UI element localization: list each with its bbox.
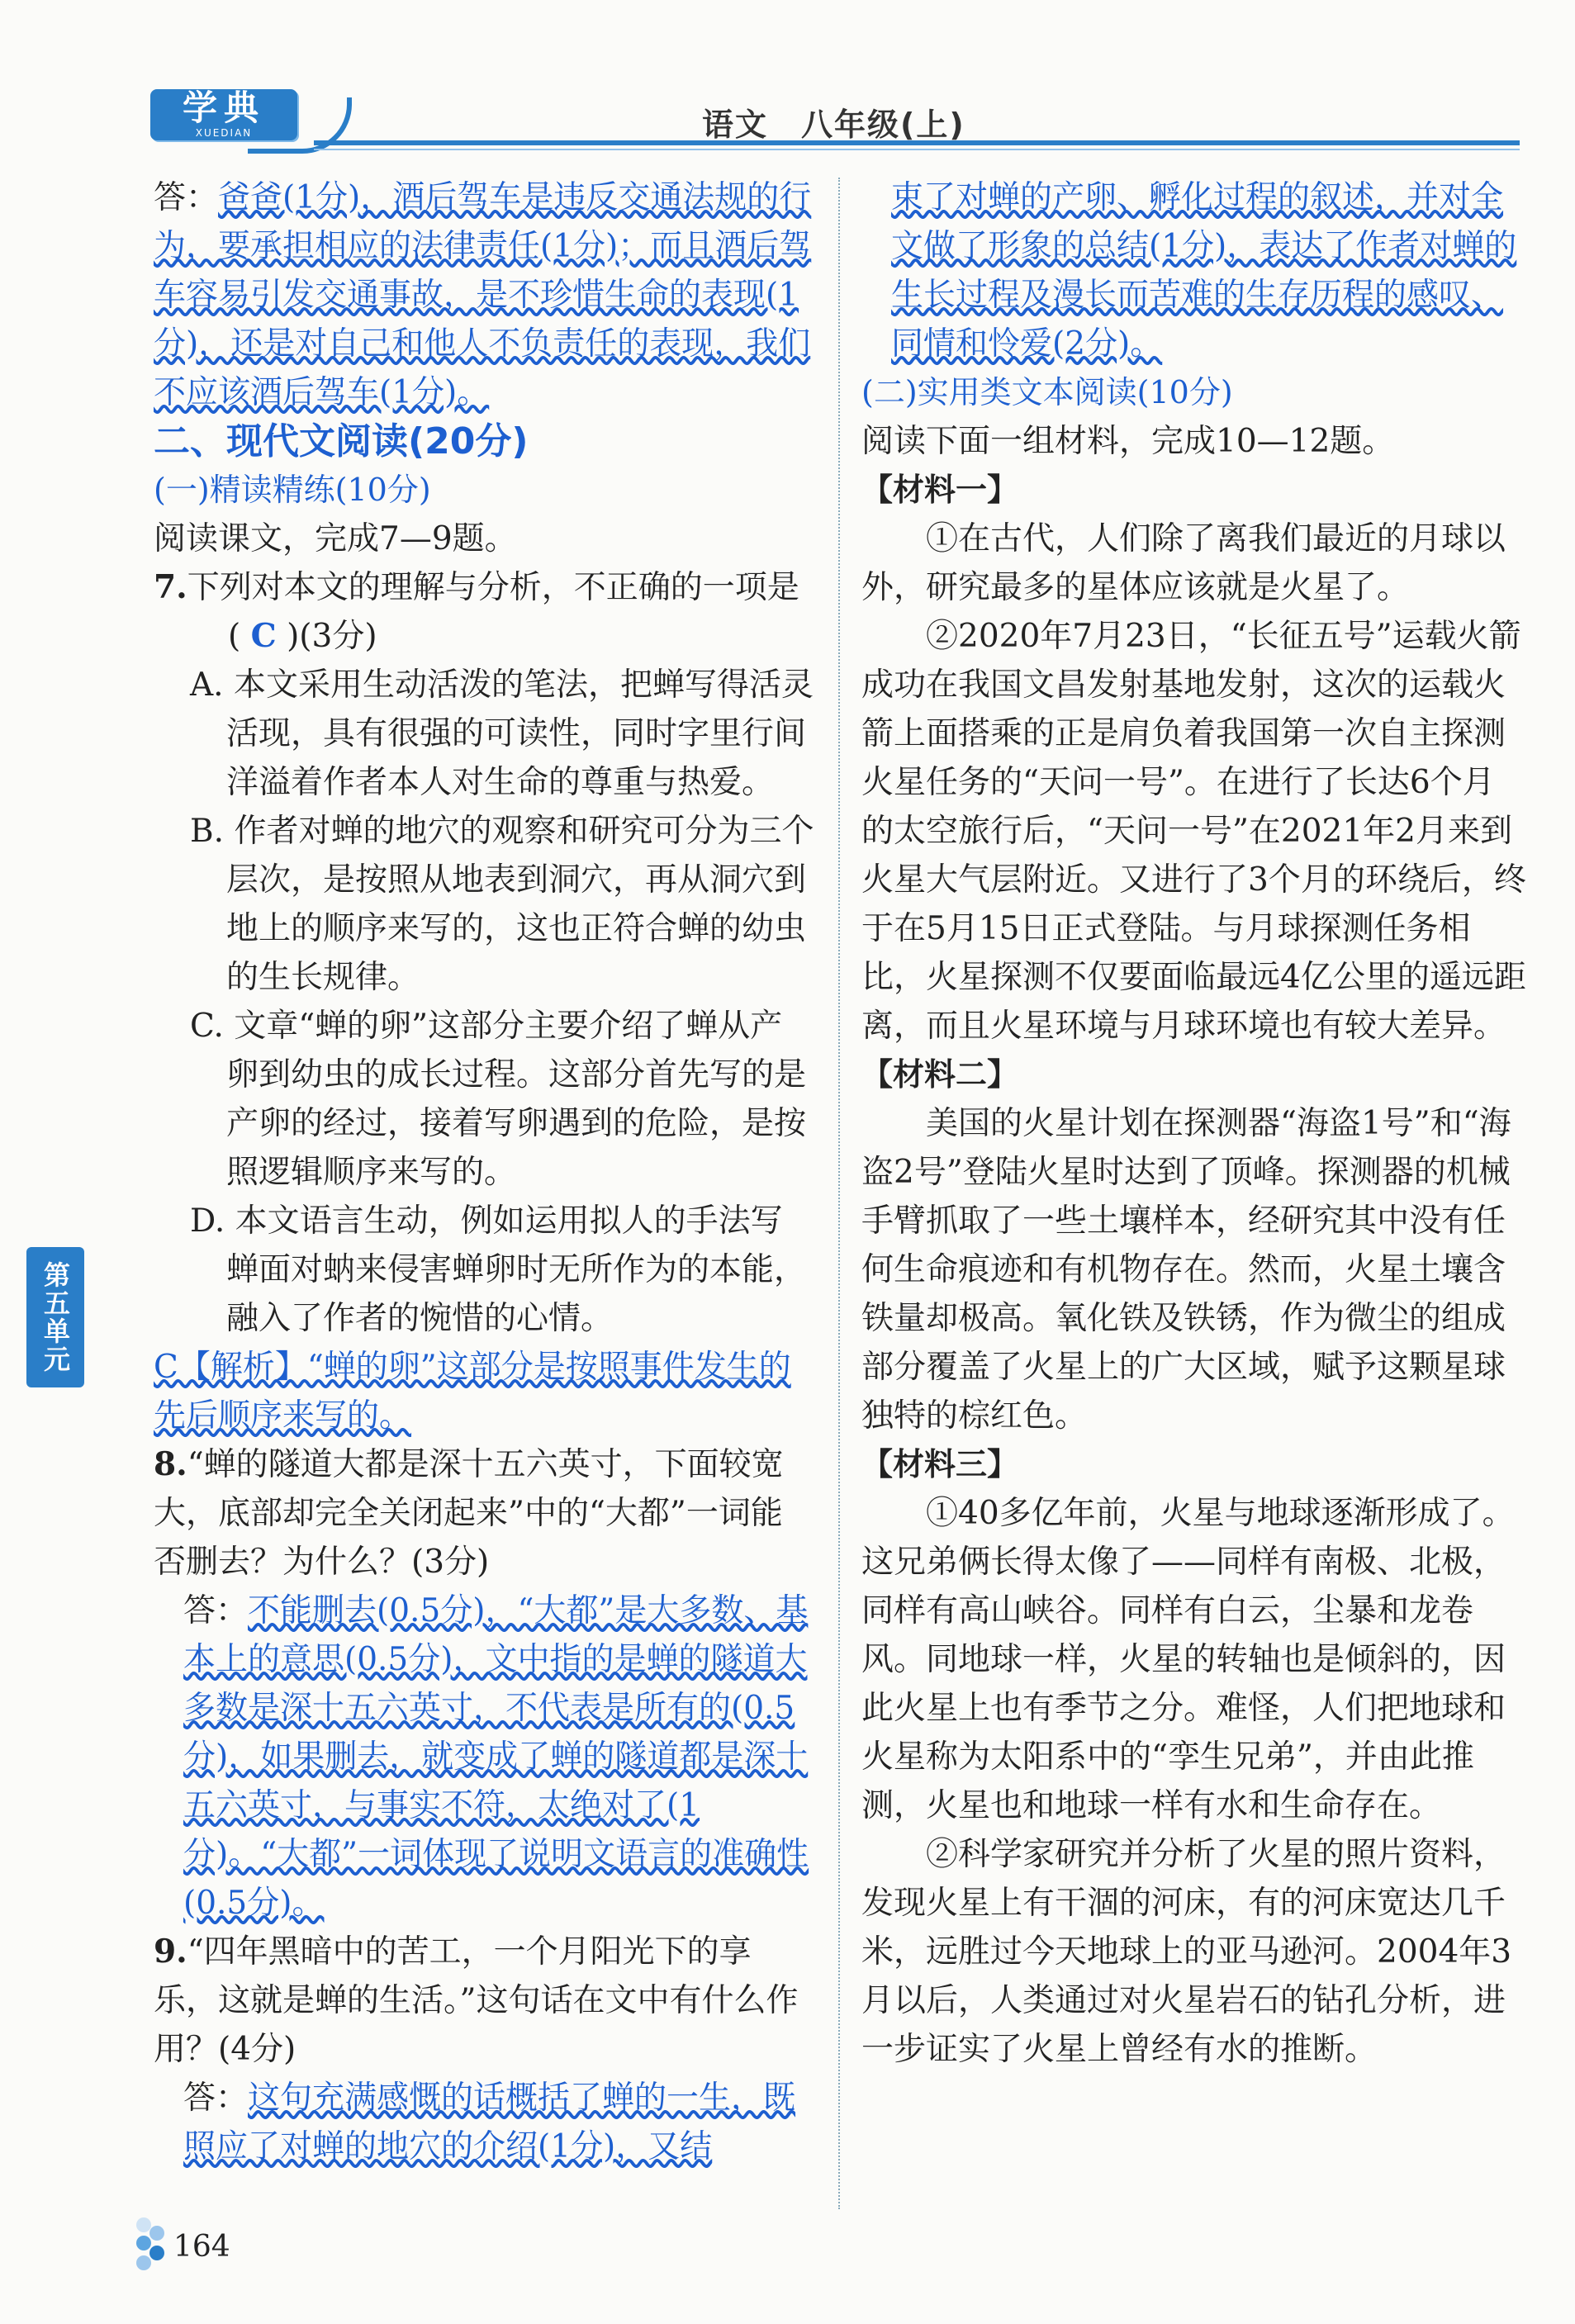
- left-column: [154, 173, 814, 2171]
- answer-paren: (: [228, 618, 241, 655]
- answer-9-body: 这句充满感慨的话概括了蝉的一生，既照应了对蝉的地穴的介绍(1分)，又结: [183, 2080, 796, 2165]
- subsection-heading: (一)精读精练(10分): [154, 472, 431, 508]
- analysis-7: [154, 1343, 814, 1440]
- unit-side-tab: 第五单元: [26, 1247, 84, 1387]
- logo-text: 学典: [182, 88, 265, 128]
- question-8: [154, 1440, 814, 1586]
- answer-9: [154, 2074, 814, 2171]
- option-d: D. 本文语言生动，例如运用拟人的手法写蝉面对蚋来侵害蝉卵时无所作为的本能，融入了作者的惋惜的心情。: [190, 1202, 807, 1337]
- header-title: 语文 八年级(上): [702, 107, 965, 143]
- question-text: 下列对本文的理解与分析，不正确的一项是: [187, 569, 799, 606]
- material-3-label: 【材料三】: [861, 1446, 1019, 1482]
- logo-subtext: XUEDIAN: [195, 127, 253, 139]
- answer-6-body: 爸爸(1分)，酒后驾车是违反交通法规的行为，要承担相应的法律责任(1分)；而且酒后驾车容易引发交通事故，是不珍惜生命的表现(1分)，还是对自己和他人不负责任的表现，我们不应该酒后驾车(1分)。: [154, 179, 812, 411]
- option-a: A. 本文采用生动活泼的笔法，把蝉写得活灵活现，具有很强的可读性，同时字里行间洋溢着作者本人对生命的尊重与热爱。: [190, 666, 814, 801]
- answer-paren-score: )(3分): [287, 618, 377, 655]
- answer-prefix: 答：: [183, 2080, 249, 2117]
- answer-prefix: 答：: [183, 1592, 249, 1629]
- question-number: 9.: [154, 1933, 187, 1971]
- answer-9-continued: [861, 173, 1526, 368]
- material-1-paragraph-2: ②2020年7月23日，“长征五号”运载火箭成功在我国文昌发射基地发射，这次的运载火箭上面搭乘的正是肩负着我国第一次自主探测火星任务的“天问一号”。在进行了长达6个月的太空旅行后，“天问一号”在2021年2月来到火星大气层附近。又进行了3个月的环绕后，终于在5月15日正式登陆。与月球探测任务相比，火星探测不仅要面临最远4亿公里的遥远距离，而且火星环境与月球环境也有较大差异。: [861, 618, 1526, 1045]
- page-header: [0, 0, 1575, 165]
- page-number: 164: [173, 2230, 230, 2264]
- material-1-label: 【材料一】: [861, 472, 1019, 508]
- header-rule-thin: [314, 149, 1520, 150]
- answer-8: [154, 1586, 814, 1928]
- right-column: [861, 173, 1526, 2074]
- question-number: 7.: [154, 568, 187, 606]
- question-number: 8.: [154, 1445, 187, 1483]
- instruction: 阅读下面一组材料，完成10—12题。: [861, 423, 1395, 460]
- analysis-text: C【解析】“蝉的卵”这部分是按照事件发生的先后顺序来写的。: [154, 1349, 791, 1435]
- question-text: “蝉的隧道大都是深十五六英寸，下面较宽大，底部却完全关闭起来”中的“大都”一词能否删去？为什么？(3分): [154, 1446, 784, 1581]
- answer-9-continued-text: 束了对蝉的产卵、孵化过程的叙述，并对全文做了形象的总结(1分)，表达了作者对蝉的生长过程及漫长而苦难的生存历程的感叹、同情和怜爱(2分)。: [891, 179, 1517, 363]
- choice-answer: C: [250, 617, 277, 655]
- option-b: B. 作者对蝉的地穴的观察和研究可分为三个层次，是按照从地表到洞穴，再从洞穴到地上的顺序来写的，这也正符合蝉的幼虫的生长规律。: [190, 813, 814, 996]
- subsection-heading: (二)实用类文本阅读(10分): [861, 374, 1233, 410]
- option-c: C. 文章“蝉的卵”这部分主要介绍了蝉从产卵到幼虫的成长过程。这部分首先写的是产卵的经过，接着写卵遇到的危险，是按照逻辑顺序来写的。: [190, 1008, 807, 1191]
- material-2-label: 【材料二】: [861, 1056, 1019, 1093]
- column-divider: [838, 178, 840, 2209]
- instruction: 阅读课文，完成7—9题。: [154, 520, 517, 557]
- answer-prefix: 答：: [154, 179, 219, 216]
- question-7: [154, 563, 814, 661]
- material-2-paragraph-1: 美国的火星计划在探测器“海盗1号”和“海盗2号”登陆火星时达到了顶峰。探测器的机械手臂抓取了一些土壤样本，经研究其中没有任何生命痕迹和有机物存在。然而，火星土壤含铁量却极高。氧化铁及铁锈，作为微尘的组成部分覆盖了火星上的广大区域，赋予这颗星球独特的棕红色。: [861, 1105, 1511, 1435]
- question-9: [154, 1928, 814, 2074]
- material-3-paragraph-2: ②科学家研究并分析了火星的照片资料，发现火星上有干涸的河床，有的河床宽达几千米，远胜过今天地球上的亚马逊河。2004年3月以后，人类通过对火星岩石的钻孔分析，进一步证实了火星上曾经有水的推断。: [861, 1836, 1512, 2068]
- material-1-paragraph-1: ①在古代，人们除了离我们最近的月球以外，研究最多的星体应该就是火星了。: [861, 520, 1506, 606]
- answer-text: [154, 179, 811, 411]
- question-text: “四年黑暗中的苦工，一个月阳光下的享乐，这就是蝉的生活。”这句话在文中有什么作用？(4分): [154, 1933, 799, 2068]
- answer-8-body: 不能删去(0.5分)，“大都”是大多数、基本上的意思(0.5分)，文中指的是蝉的隧道大多数是深十五六英寸，不代表是所有的(0.5分)，如果删去，就变成了蝉的隧道都是深十五六英寸，与事实不符，太绝对了(1分)。“大都”一词体现了说明文语言的准确性(0.5分)。: [183, 1592, 809, 1922]
- answer-6: [154, 173, 814, 417]
- material-3-paragraph-1: ①40多亿年前，火星与地球逐渐形成了。这兄弟俩长得太像了——同样有南极、北极，同样有高山峡谷。同样有白云，尘暴和龙卷风。同地球一样，火星的转轴也是倾斜的，因此火星上也有季节之分。难怪，人们把地球和火星称为太阳系中的“孪生兄弟”，并由此推测，火星也和地球一样有水和生命存在。: [861, 1495, 1515, 1824]
- section-heading: 二、现代文阅读(20分): [154, 420, 529, 462]
